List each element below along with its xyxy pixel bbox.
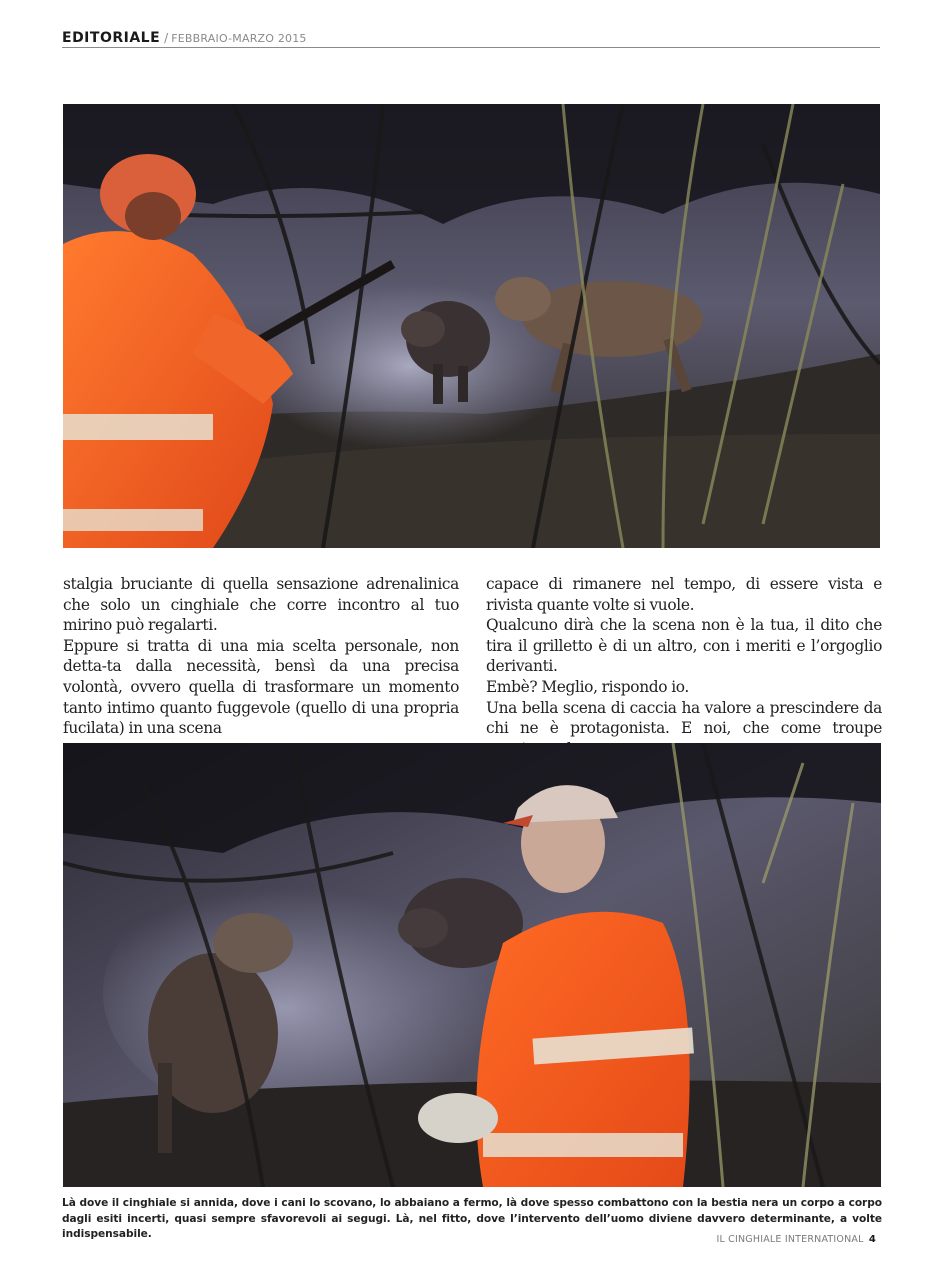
section-title: EDITORIALE bbox=[62, 30, 161, 46]
paragraph: stalgia bruciante di quella sensazione adrenalinica che solo un cinghiale che corre incontro al tuo mirino può regalarti. bbox=[63, 575, 459, 635]
photo-hunter-boar-dog bbox=[63, 104, 880, 548]
paragraph: Eppure si tratta di una mia scelta personale, non detta-ta dalla necessità, bensì da una precisa volontà, ovvero quella di trasformare un momento tanto intimo quanto fuggevole (quello di una propria fucilata) in una scena bbox=[63, 636, 459, 738]
magazine-name: IL CINGHIALE INTERNATIONAL bbox=[716, 1234, 864, 1245]
photo-caption: Là dove il cinghiale si annida, dove i cani lo scovano, lo abbaiano a fermo, là dove spesso combattono con la bestia nera un corpo a corpo dagli esiti incerti, quasi sempre sfavorevoli ai segugi. Là, nel fitto, dove l’intervento dell’uomo diviene davvero determinante, a volte indispensabile. bbox=[62, 1197, 882, 1240]
paragraph: Qualcuno dirà che la scena non è la tua, il dito che tira il grilletto è di un altro, con i meriti e l’orgoglio derivanti. bbox=[486, 616, 882, 676]
photo-hunter-smiling-boar bbox=[63, 743, 881, 1187]
paragraph: Embè? Meglio, rispondo io. bbox=[486, 677, 689, 696]
issue-date: FEBBRAIO-MARZO 2015 bbox=[171, 32, 307, 45]
page-header bbox=[62, 27, 880, 48]
header-separator: / bbox=[164, 31, 169, 45]
paragraph: capace di rimanere nel tempo, di essere vista e rivista quante volte si vuole. bbox=[486, 575, 882, 614]
article-column-right bbox=[486, 574, 882, 759]
paragraph: Una bella scena di caccia ha valore a prescindere da chi ne è protagonista. E noi, che come troupe bbox=[486, 698, 882, 738]
article-column-left bbox=[63, 574, 459, 739]
page-number: 4 bbox=[868, 1234, 876, 1245]
page-footer bbox=[716, 1234, 876, 1245]
